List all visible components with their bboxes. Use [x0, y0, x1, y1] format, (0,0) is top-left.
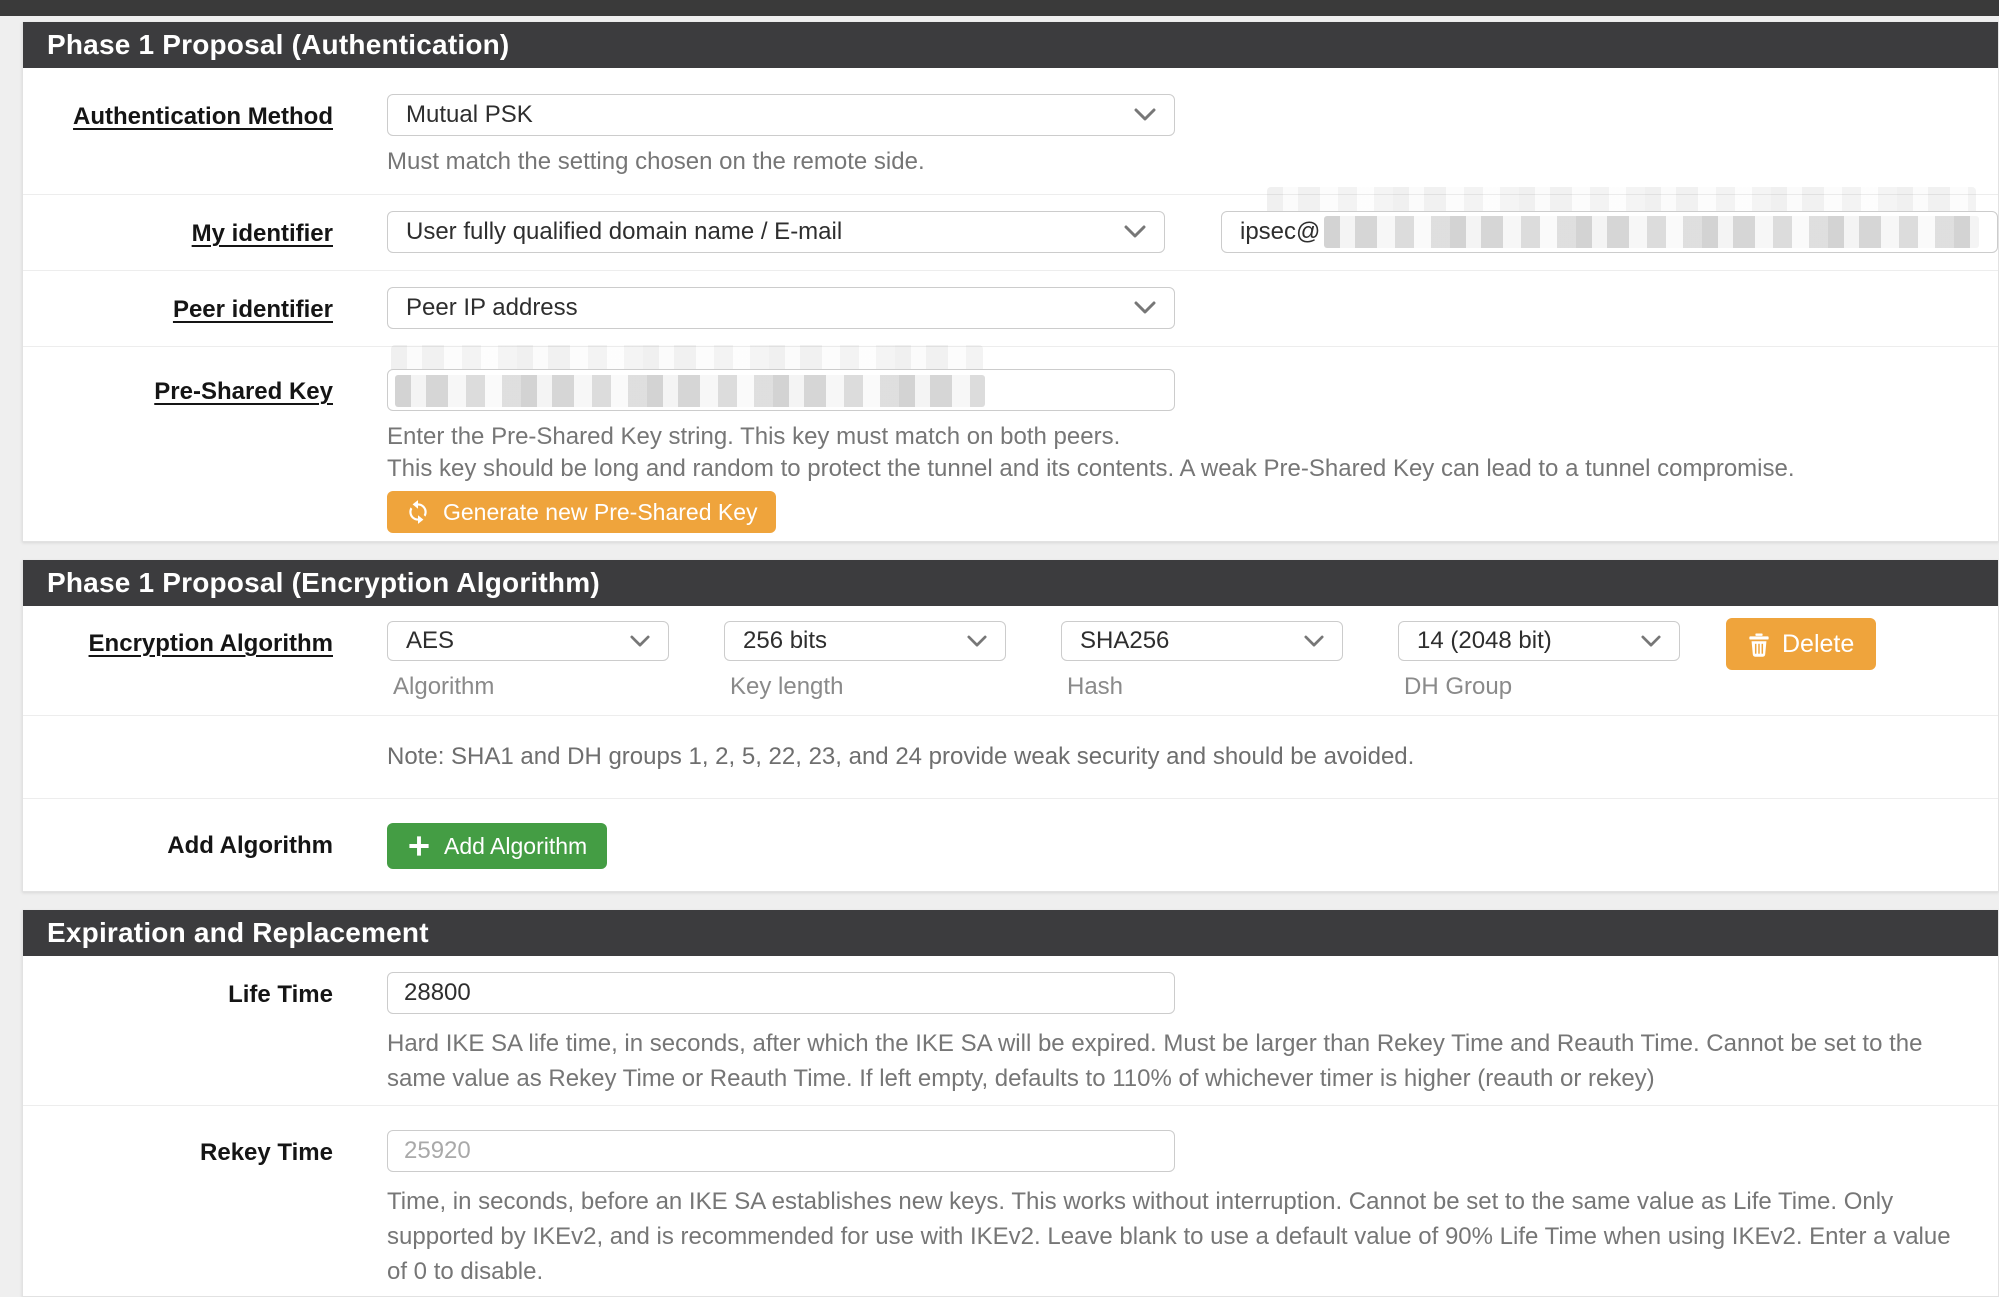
- row-rekey-time: [23, 1106, 1998, 1296]
- chevron-down-icon: [1134, 301, 1156, 315]
- top-navbar-edge: [0, 0, 1999, 16]
- my-identifier-value-input[interactable]: [1221, 211, 1998, 253]
- chevron-down-icon: [1304, 635, 1324, 648]
- pre-shared-key-input[interactable]: [387, 369, 1175, 411]
- my-identifier-value: User fully qualified domain name / E-mail: [406, 218, 843, 245]
- authentication-method-value: Mutual PSK: [406, 101, 533, 128]
- chevron-down-icon: [1641, 635, 1661, 648]
- row-encryption-note: [23, 716, 1998, 799]
- empty-label-cell: [23, 742, 333, 772]
- encryption-algorithm-label: Encryption Algorithm: [88, 630, 333, 657]
- redacted-value: [395, 375, 985, 407]
- key-length-select[interactable]: [724, 621, 1006, 661]
- row-encryption-algorithm: [23, 606, 1998, 716]
- plus-icon: [407, 834, 431, 858]
- add-algorithm-label: Add Algorithm: [167, 832, 333, 859]
- delete-algorithm-button[interactable]: [1726, 618, 1876, 670]
- row-peer-identifier: [23, 271, 1998, 347]
- row-authentication-method: [23, 68, 1998, 195]
- panel-expiration-replacement: [22, 910, 1999, 1297]
- peer-identifier-value: Peer IP address: [406, 294, 578, 321]
- chevron-down-icon: [630, 635, 650, 648]
- section-title-authentication: Phase 1 Proposal (Authentication): [23, 22, 1998, 68]
- life-time-input[interactable]: [387, 972, 1175, 1014]
- algorithm-select[interactable]: [387, 621, 669, 661]
- my-identifier-label: My identifier: [191, 220, 333, 247]
- dh-group-select[interactable]: [1398, 621, 1680, 661]
- key-length-caption: Key length: [730, 673, 844, 700]
- redaction-smudge: [1267, 187, 1976, 213]
- key-length-value: 256 bits: [743, 627, 828, 654]
- my-identifier-select[interactable]: [387, 211, 1165, 253]
- delete-button-label: Delete: [1782, 629, 1855, 658]
- panel-phase1-encryption: [22, 560, 1999, 892]
- add-algorithm-button[interactable]: [387, 823, 607, 869]
- redacted-value: [1324, 216, 1979, 248]
- peer-identifier-label: Peer identifier: [172, 296, 333, 323]
- dh-group-caption: DH Group: [1404, 673, 1513, 700]
- generate-psk-button[interactable]: [387, 491, 776, 533]
- row-my-identifier: [23, 195, 1998, 271]
- weak-security-note: Note: SHA1 and DH groups 1, 2, 5, 22, 23, and 24 provide weak security and should be avoided.: [387, 743, 1415, 770]
- dh-group-value: 14 (2048 bit): [1417, 627, 1552, 654]
- chevron-down-icon: [967, 635, 987, 648]
- add-algorithm-button-label: Add Algorithm: [444, 832, 588, 859]
- algorithm-caption: Algorithm: [393, 673, 495, 700]
- rekey-time-input[interactable]: [387, 1130, 1175, 1172]
- generate-psk-button-label: Generate new Pre-Shared Key: [443, 498, 758, 525]
- row-life-time: [23, 956, 1998, 1106]
- life-time-help: Hard IKE SA life time, in seconds, after which the IKE SA will be expired. Must be larger than Rekey Time and Reauth Time. Cannot be set to the same value as Rekey Time or Reauth Time. If left empty, defaults to 110% of whichever timer is higher (reauth or rekey): [387, 1030, 1923, 1092]
- authentication-method-label: Authentication Method: [73, 103, 333, 130]
- authentication-method-select[interactable]: [387, 94, 1175, 136]
- rekey-time-help: Time, in seconds, before an IKE SA establishes new keys. This works without interruption. Cannot be set to the same value as Life Time. Only supported by IKEv2, and is recommended for use with IKEv2. Leave blank to use a default value of 90% Life Time when using IKEv2. Enter a value of 0 to disable.: [387, 1188, 1951, 1285]
- pre-shared-key-help-2: This key should be long and random to protect the tunnel and its contents. A weak Pre-Shared Key can lead to a tunnel compromise.: [387, 455, 1795, 482]
- hash-caption: Hash: [1067, 673, 1124, 700]
- chevron-down-icon: [1134, 108, 1156, 122]
- section-title-expiration: Expiration and Replacement: [23, 910, 1998, 956]
- redaction-smudge: [391, 345, 983, 371]
- algorithm-value: AES: [406, 627, 455, 654]
- row-add-algorithm: [23, 799, 1998, 891]
- pre-shared-key-help-1: Enter the Pre-Shared Key string. This key must match on both peers.: [387, 423, 1121, 450]
- pre-shared-key-label: Pre-Shared Key: [154, 378, 333, 405]
- authentication-method-help: Must match the setting chosen on the remote side.: [387, 148, 925, 175]
- section-title-encryption: Phase 1 Proposal (Encryption Algorithm): [23, 560, 1998, 606]
- peer-identifier-select[interactable]: [387, 287, 1175, 329]
- trash-icon: [1748, 632, 1770, 657]
- row-pre-shared-key: [23, 347, 1998, 541]
- refresh-icon: [405, 499, 431, 525]
- hash-select[interactable]: [1061, 621, 1343, 661]
- rekey-time-label: Rekey Time: [200, 1139, 333, 1166]
- panel-phase1-authentication: [22, 22, 1999, 542]
- life-time-label: Life Time: [228, 981, 333, 1008]
- my-identifier-input-visible-text: ipsec@: [1240, 218, 1321, 245]
- chevron-down-icon: [1124, 225, 1146, 239]
- hash-value: SHA256: [1080, 627, 1170, 654]
